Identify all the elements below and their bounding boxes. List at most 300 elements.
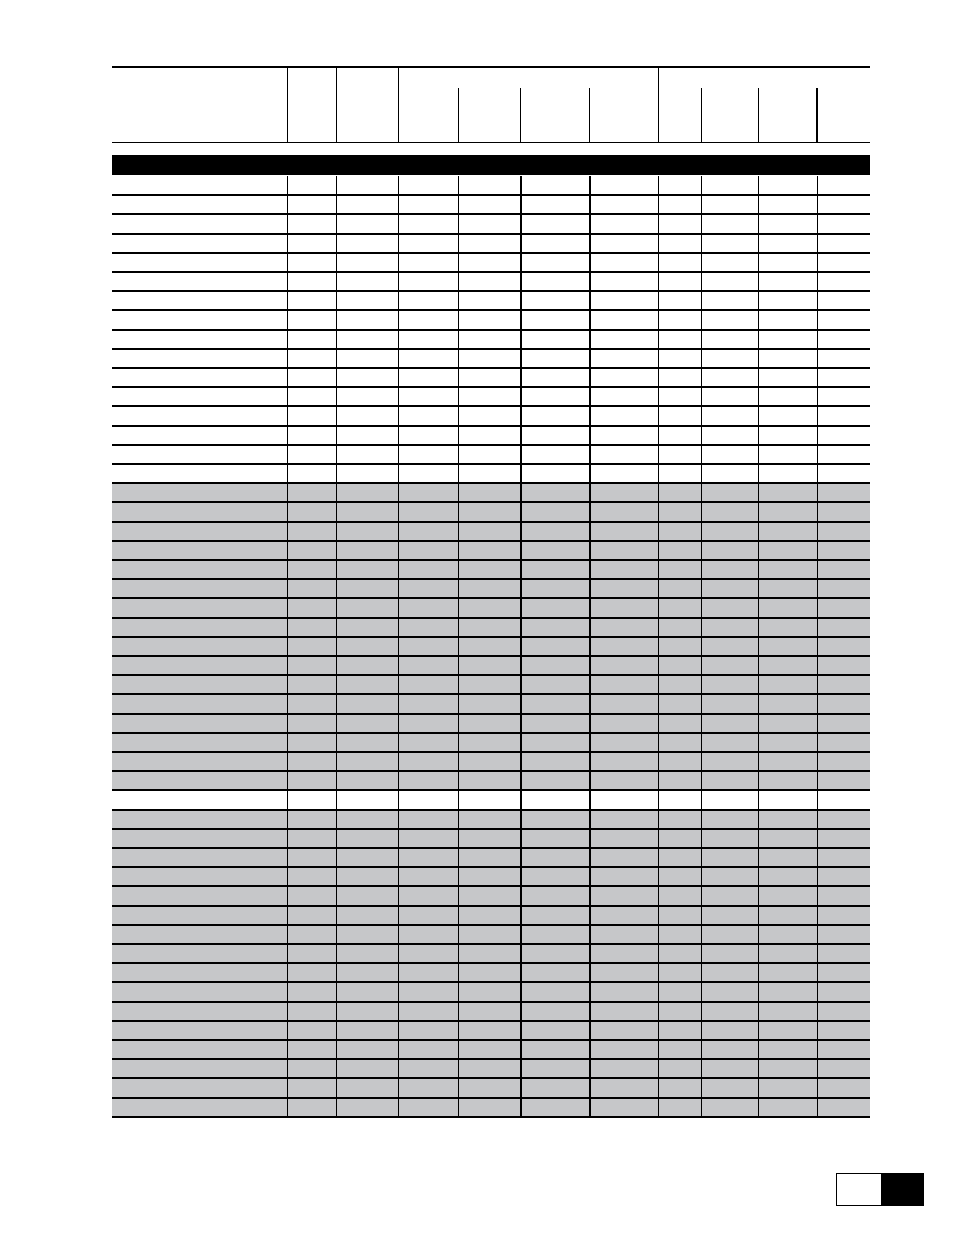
- table-cell: [658, 579, 701, 598]
- table-cell: [701, 560, 758, 579]
- column-rule: [701, 176, 702, 1117]
- table-cell: [336, 387, 398, 406]
- table-cell: [398, 944, 458, 963]
- table-cell: [758, 368, 817, 387]
- table-cell: [701, 771, 758, 790]
- page-number-tab: [836, 1173, 924, 1206]
- table-cell: [658, 541, 701, 560]
- row-rule: [112, 943, 870, 945]
- table-cell: [458, 214, 520, 233]
- header-cell: [701, 70, 758, 87]
- table-cell: [336, 1078, 398, 1097]
- table-cell: [398, 733, 458, 752]
- table-cell: [287, 618, 336, 637]
- table-cell: [658, 637, 701, 656]
- row-rule: [112, 142, 870, 143]
- table-row: [112, 1002, 870, 1021]
- spec-table: [112, 66, 870, 1136]
- table-cell: [112, 579, 287, 598]
- table-row: [112, 445, 870, 464]
- table-cell: [336, 1098, 398, 1117]
- table-cell: [758, 714, 817, 733]
- table-cell: [589, 272, 658, 291]
- table-cell: [758, 733, 817, 752]
- table-cell: [520, 906, 589, 925]
- section-heading-bar: [112, 155, 870, 175]
- table-cell: [520, 752, 589, 771]
- column-rule: [336, 66, 337, 142]
- table-cell: [336, 579, 398, 598]
- table-cell: [398, 234, 458, 253]
- table-cell: [112, 771, 287, 790]
- table-cell: [758, 426, 817, 445]
- table-cell: [398, 867, 458, 886]
- table-cell: [658, 810, 701, 829]
- row-rule: [112, 233, 870, 235]
- table-cell: [336, 214, 398, 233]
- table-cell: [520, 598, 589, 617]
- table-cell: [589, 214, 658, 233]
- section-heading-text: [112, 159, 116, 171]
- table-cell: [658, 944, 701, 963]
- table-cell: [658, 829, 701, 848]
- table-cell: [336, 253, 398, 272]
- table-row: [112, 483, 870, 502]
- table-cell: [589, 733, 658, 752]
- table-cell: [658, 771, 701, 790]
- column-rule: [701, 88, 702, 142]
- table-cell: [589, 1098, 658, 1117]
- table-cell: [658, 598, 701, 617]
- table-cell: [520, 522, 589, 541]
- table-cell: [112, 214, 287, 233]
- table-cell: [336, 291, 398, 310]
- table-cell: [589, 1002, 658, 1021]
- table-row: [112, 291, 870, 310]
- table-cell: [398, 464, 458, 483]
- table-row: [112, 406, 870, 425]
- table-cell: [336, 598, 398, 617]
- table-cell: [398, 810, 458, 829]
- table-cell: [758, 790, 817, 809]
- table-cell: [758, 1078, 817, 1097]
- table-cell: [336, 1002, 398, 1021]
- column-rule: [398, 176, 399, 1117]
- table-cell: [658, 1059, 701, 1078]
- table-cell: [336, 522, 398, 541]
- column-rule: [520, 88, 521, 142]
- table-cell: [758, 406, 817, 425]
- table-row: [112, 637, 870, 656]
- table-cell: [287, 1059, 336, 1078]
- table-cell: [336, 982, 398, 1001]
- table-cell: [287, 656, 336, 675]
- table-cell: [589, 848, 658, 867]
- table-cell: [398, 752, 458, 771]
- table-cell: [520, 694, 589, 713]
- table-cell: [458, 1021, 520, 1040]
- table-cell: [112, 694, 287, 713]
- table-cell: [520, 176, 589, 195]
- table-cell: [701, 464, 758, 483]
- table-cell: [589, 598, 658, 617]
- table-cell: [758, 502, 817, 521]
- table-cell: [589, 810, 658, 829]
- table-cell: [520, 310, 589, 329]
- table-cell: [112, 330, 287, 349]
- column-rule: [458, 176, 459, 1117]
- table-cell: [589, 925, 658, 944]
- table-cell: [336, 445, 398, 464]
- table-cell: [458, 522, 520, 541]
- table-cell: [336, 618, 398, 637]
- table-cell: [658, 982, 701, 1001]
- table-cell: [658, 368, 701, 387]
- table-cell: [336, 771, 398, 790]
- table-row: [112, 694, 870, 713]
- table-cell: [398, 694, 458, 713]
- table-cell: [336, 368, 398, 387]
- table-cell: [398, 829, 458, 848]
- table-cell: [112, 1098, 287, 1117]
- table-cell: [112, 790, 287, 809]
- table-cell: [520, 963, 589, 982]
- table-cell: [701, 426, 758, 445]
- table-row: [112, 618, 870, 637]
- table-cell: [701, 906, 758, 925]
- table-cell: [701, 502, 758, 521]
- table-cell: [398, 214, 458, 233]
- table-row: [112, 944, 870, 963]
- table-cell: [112, 867, 287, 886]
- table-cell: [758, 176, 817, 195]
- table-cell: [398, 445, 458, 464]
- table-cell: [589, 464, 658, 483]
- table-cell: [701, 195, 758, 214]
- table-row: [112, 464, 870, 483]
- table-cell: [398, 406, 458, 425]
- table-cell: [589, 752, 658, 771]
- table-cell: [589, 1059, 658, 1078]
- table-cell: [458, 349, 520, 368]
- table-cell: [758, 1021, 817, 1040]
- table-row: [112, 848, 870, 867]
- table-cell: [701, 522, 758, 541]
- header-cell: [398, 70, 458, 87]
- table-row: [112, 1078, 870, 1097]
- table-cell: [589, 291, 658, 310]
- row-rule: [112, 847, 870, 849]
- column-rule: [758, 88, 759, 142]
- table-row: [112, 733, 870, 752]
- table-cell: [589, 829, 658, 848]
- table-cell: [287, 790, 336, 809]
- table-cell: [701, 445, 758, 464]
- header-subcell: [658, 106, 701, 123]
- table-row: [112, 253, 870, 272]
- table-cell: [758, 445, 817, 464]
- table-cell: [589, 944, 658, 963]
- table-cell: [758, 234, 817, 253]
- row-rule: [112, 674, 870, 676]
- table-cell: [701, 406, 758, 425]
- row-rule: [112, 905, 870, 907]
- table-cell: [758, 694, 817, 713]
- table-row: [112, 1098, 870, 1117]
- header-subcell: [520, 106, 589, 123]
- table-cell: [287, 445, 336, 464]
- table-cell: [336, 906, 398, 925]
- table-cell: [112, 829, 287, 848]
- table-cell: [758, 752, 817, 771]
- table-cell: [287, 368, 336, 387]
- table-row: [112, 1040, 870, 1059]
- row-rule: [112, 636, 870, 638]
- table-cell: [336, 330, 398, 349]
- table-cell: [458, 253, 520, 272]
- table-cell: [458, 771, 520, 790]
- table-cell: [458, 656, 520, 675]
- table-cell: [287, 579, 336, 598]
- table-cell: [658, 733, 701, 752]
- table-cell: [398, 1059, 458, 1078]
- row-rule: [112, 1097, 870, 1099]
- table-cell: [458, 675, 520, 694]
- table-cell: [287, 176, 336, 195]
- table-cell: [336, 1040, 398, 1059]
- table-cell: [520, 483, 589, 502]
- row-rule: [112, 367, 870, 369]
- row-rule: [112, 1058, 870, 1060]
- table-cell: [589, 1021, 658, 1040]
- table-row: [112, 349, 870, 368]
- table-cell: [589, 483, 658, 502]
- table-cell: [520, 560, 589, 579]
- table-cell: [336, 963, 398, 982]
- table-row: [112, 906, 870, 925]
- table-row: [112, 675, 870, 694]
- table-cell: [658, 1002, 701, 1021]
- table-cell: [398, 925, 458, 944]
- table-cell: [112, 464, 287, 483]
- page-number-box: [836, 1173, 882, 1206]
- table-cell: [112, 234, 287, 253]
- table-cell: [287, 234, 336, 253]
- table-cell: [112, 1059, 287, 1078]
- table-row: [112, 982, 870, 1001]
- table-cell: [287, 637, 336, 656]
- table-cell: [658, 867, 701, 886]
- table-cell: [758, 1098, 817, 1117]
- table-cell: [520, 829, 589, 848]
- table-cell: [758, 906, 817, 925]
- table-cell: [287, 982, 336, 1001]
- table-cell: [658, 214, 701, 233]
- table-cell: [520, 349, 589, 368]
- table-cell: [520, 925, 589, 944]
- table-cell: [287, 483, 336, 502]
- table-row: [112, 714, 870, 733]
- table-cell: [398, 1098, 458, 1117]
- table-cell: [701, 598, 758, 617]
- table-cell: [336, 752, 398, 771]
- table-cell: [658, 963, 701, 982]
- row-rule: [112, 789, 870, 791]
- table-cell: [589, 579, 658, 598]
- table-cell: [758, 944, 817, 963]
- table-cell: [758, 310, 817, 329]
- row-rule: [112, 1116, 870, 1118]
- table-cell: [520, 618, 589, 637]
- table-cell: [458, 1098, 520, 1117]
- table-cell: [112, 253, 287, 272]
- table-cell: [336, 502, 398, 521]
- row-rule: [112, 597, 870, 599]
- table-cell: [520, 810, 589, 829]
- table-cell: [287, 714, 336, 733]
- table-cell: [112, 598, 287, 617]
- table-cell: [287, 598, 336, 617]
- table-cell: [458, 368, 520, 387]
- header-subcell: [398, 106, 458, 123]
- table-cell: [398, 598, 458, 617]
- table-row: [112, 387, 870, 406]
- table-cell: [112, 310, 287, 329]
- table-row: [112, 771, 870, 790]
- table-cell: [701, 483, 758, 502]
- column-rule: [817, 176, 818, 1117]
- table-cell: [458, 502, 520, 521]
- table-cell: [112, 522, 287, 541]
- table-cell: [458, 560, 520, 579]
- table-cell: [398, 848, 458, 867]
- table-cell: [520, 579, 589, 598]
- table-cell: [701, 829, 758, 848]
- table-cell: [287, 1098, 336, 1117]
- table-cell: [758, 349, 817, 368]
- table-cell: [589, 656, 658, 675]
- row-rule: [112, 655, 870, 657]
- table-cell: [701, 963, 758, 982]
- table-cell: [701, 368, 758, 387]
- table-cell: [589, 195, 658, 214]
- table-cell: [520, 387, 589, 406]
- table-cell: [287, 272, 336, 291]
- table-cell: [287, 1021, 336, 1040]
- table-cell: [589, 330, 658, 349]
- table-cell: [701, 925, 758, 944]
- column-rule: [458, 88, 459, 142]
- table-cell: [520, 426, 589, 445]
- table-cell: [112, 387, 287, 406]
- table-cell: [112, 752, 287, 771]
- table-cell: [458, 1040, 520, 1059]
- row-rule: [112, 713, 870, 715]
- table-cell: [458, 387, 520, 406]
- column-rule: [658, 176, 659, 1117]
- table-cell: [458, 464, 520, 483]
- table-cell: [658, 560, 701, 579]
- table-row: [112, 656, 870, 675]
- row-rule: [112, 252, 870, 254]
- table-cell: [336, 483, 398, 502]
- row-rule: [112, 751, 870, 753]
- column-rule: [758, 176, 759, 1117]
- row-rule: [112, 866, 870, 868]
- table-cell: [336, 790, 398, 809]
- table-cell: [658, 906, 701, 925]
- table-cell: [336, 733, 398, 752]
- table-cell: [658, 426, 701, 445]
- table-cell: [458, 752, 520, 771]
- table-cell: [398, 886, 458, 905]
- table-cell: [520, 1021, 589, 1040]
- table-cell: [458, 944, 520, 963]
- table-cell: [520, 541, 589, 560]
- header-cell: [520, 70, 589, 87]
- table-cell: [112, 925, 287, 944]
- table-cell: [458, 483, 520, 502]
- header-subcell: [336, 106, 398, 123]
- table-cell: [287, 886, 336, 905]
- table-cell: [398, 675, 458, 694]
- table-cell: [287, 675, 336, 694]
- table-cell: [589, 694, 658, 713]
- table-row: [112, 522, 870, 541]
- table-cell: [336, 637, 398, 656]
- header-subcell: [458, 106, 520, 123]
- table-cell: [398, 1078, 458, 1097]
- table-row: [112, 310, 870, 329]
- table-cell: [701, 387, 758, 406]
- header-cell: [287, 70, 336, 87]
- row-rule: [112, 444, 870, 446]
- column-rule: [589, 88, 590, 142]
- table-cell: [758, 656, 817, 675]
- table-cell: [589, 560, 658, 579]
- table-cell: [112, 618, 287, 637]
- table-cell: [287, 310, 336, 329]
- row-rule: [112, 501, 870, 503]
- table-cell: [398, 291, 458, 310]
- table-cell: [758, 291, 817, 310]
- header-cell: [336, 70, 398, 87]
- table-cell: [398, 541, 458, 560]
- table-cell: [658, 675, 701, 694]
- table-cell: [458, 1059, 520, 1078]
- row-rule: [112, 194, 870, 196]
- table-cell: [458, 925, 520, 944]
- table-cell: [520, 1078, 589, 1097]
- table-cell: [520, 675, 589, 694]
- table-cell: [336, 234, 398, 253]
- table-cell: [658, 195, 701, 214]
- table-cell: [589, 771, 658, 790]
- table-cell: [658, 1098, 701, 1117]
- table-cell: [589, 368, 658, 387]
- table-cell: [398, 771, 458, 790]
- table-cell: [398, 502, 458, 521]
- row-rule: [112, 309, 870, 311]
- table-cell: [398, 790, 458, 809]
- table-cell: [701, 1021, 758, 1040]
- table-cell: [398, 656, 458, 675]
- table-cell: [658, 253, 701, 272]
- table-cell: [112, 272, 287, 291]
- row-rule: [112, 693, 870, 695]
- table-cell: [658, 1021, 701, 1040]
- table-cell: [658, 522, 701, 541]
